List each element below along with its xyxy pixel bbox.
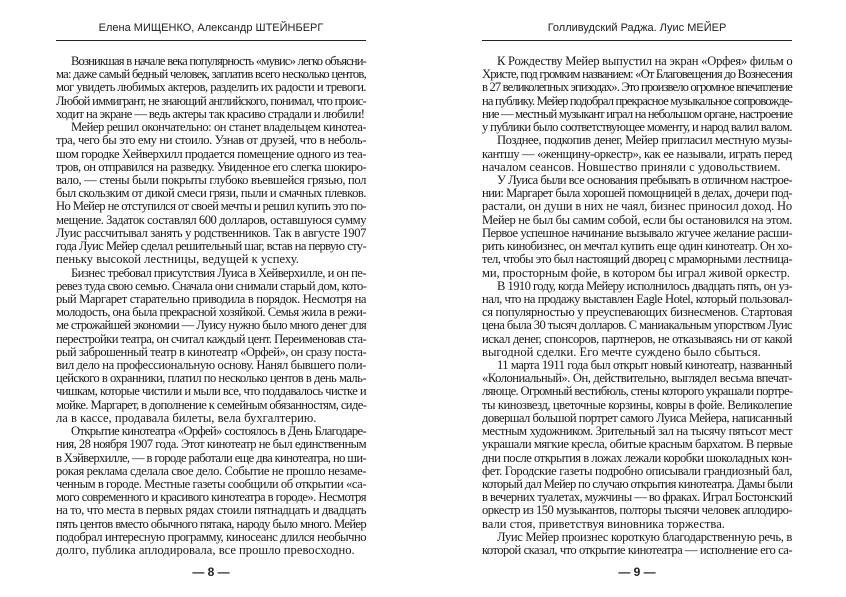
text-line: чишкам, которые чистили и мыли все, что поддавалось чистке и — [56, 384, 366, 399]
text-line: на то, что места в первых рядах стоили пятнадцать и двадцать — [56, 503, 367, 518]
text-line: Луис рассчитывал занять у родственников. Так в августе 1907 — [56, 225, 366, 240]
text-line: Бизнес требовал присутствия Луиса в Хейверхилле, и он пе- — [71, 265, 366, 280]
text-line: ма: даже самый бедный человек, заплатив всего несколько центов, — [56, 67, 366, 82]
header-rule — [56, 40, 366, 41]
text-line: Позднее, подкопив денег, Мейер пригласил местную музы- — [497, 133, 792, 148]
text-line: который дал Мейер по случаю открытия кинотеатра. Дамы были — [482, 477, 793, 491]
text-line: В 1910 году, когда Мейеру исполнилось двадцать пять, он уз- — [497, 278, 792, 293]
text-line: Мейер решил окончательно: он станет владельцем кинотеа- — [71, 120, 366, 135]
text-line: ми, просторным фойе, в котором бы играл живой оркестр. — [482, 265, 790, 280]
paragraph — [482, 359, 792, 531]
text-line: цена была 30 тысяч долларов. С маниакальным упорством Луис — [482, 318, 792, 333]
text-line: кантшу — «женщину-оркестр», как ее называли, играть перед — [482, 146, 792, 161]
text-line: выгодной сделки. Его мечте суждено было сбыться. — [482, 344, 761, 359]
right-page — [482, 0, 792, 597]
text-line: нии: Маргарет была хорошей помощницей в делах, дочери под- — [482, 186, 792, 201]
text-line: 11 марта 1911 года был открыт новый кинотеатр, названный — [497, 358, 792, 373]
text-line: местным художником. Зрительный зал на тысячу пятьсот мест — [482, 424, 792, 439]
text-line: мещение. Задаток составлял 600 долларов, оставшуюся сумму — [56, 212, 367, 227]
paragraph — [482, 174, 792, 280]
text-line: цейского в охранники, платил по несколько центов в день маль- — [56, 371, 366, 386]
text-line: долго, публика аплодировала, все прошло превосходно. — [56, 543, 355, 558]
text-line: рый Маргарет старательно приводила в порядок. Несмотря на — [56, 291, 366, 306]
text-line: в вечерних туалетах, мужчины — во фраках. Играл Бостонский — [482, 490, 793, 505]
text-line: молодость, она была прекрасной хозяйкой. Семья жила в режи- — [56, 305, 366, 320]
paragraph — [482, 134, 792, 174]
text-line: Любой иммигрант, не знающий английского, понимал, что проис- — [56, 93, 366, 108]
text-line: у публики было соответствующее моменту, и народ валил валом. — [482, 120, 792, 135]
text-line: Открытие кинотеатра «Орфей» состоялось в День Благодаре- — [71, 424, 366, 439]
text-line: Луис Мейер произнес короткую благодарственную речь, в — [497, 529, 792, 544]
page-number: — 8 — — [192, 565, 230, 579]
running-header: Елена МИЩЕНКО, Александр ШТЕЙНБЕРГ — [98, 22, 324, 34]
text-line: пять центов вместо обычного пятака, народу было много. Мейер — [56, 516, 366, 531]
paragraph — [482, 280, 792, 359]
paragraph — [482, 55, 792, 134]
page-body — [56, 55, 366, 557]
text-line: Мейер не был бы самим собой, если бы остановился на этом. — [482, 212, 793, 227]
page-body — [482, 55, 792, 557]
text-line: ния, 28 ноября 1907 года. Этот кинотеатр не был единственным — [56, 437, 366, 452]
text-line: нал, что на продажу выставлен Eagle Hotel, который пользовал- — [482, 291, 792, 306]
text-line: ревез туда свою семью. Сначала они снимали старый дом, кото- — [56, 278, 367, 293]
text-line: ла в кассе, продавала билеты, вела бухгалтерию. — [56, 410, 317, 425]
text-line: в Хэйверхилле, — в городе работали еще два кинотеатра, но ши- — [56, 450, 366, 465]
text-line: мого современного и красивого кинотеатра в городе». Несмотря — [56, 490, 366, 505]
text-line: искал денег, спонсоров, партнеров, не отказываясь ни от какой — [482, 331, 792, 346]
text-line: оркестр из 150 музыкантов, полторы тысячи человек аплодиро- — [482, 503, 792, 518]
running-header: Голливудский Раджа. Луис МЕЙЕР — [547, 22, 727, 34]
text-line: ние — местный музыкант играл на небольшом органе, настроение — [482, 106, 793, 121]
text-line: ходит на экране — ведь актеры так красиво страдали и любили! — [56, 106, 365, 121]
text-line: на публику. Мейер подобрал прекрасное музыкальное сопровожде- — [482, 93, 792, 108]
text-line: подобрал интересную программу, киносеанс длился необычно — [56, 529, 366, 544]
text-line: дни после открытия в ложах лежали коробки шоколадных кон- — [482, 450, 792, 465]
text-line: вало, — стены были покрыты глубоко въевшейся грязью, пол — [56, 172, 366, 187]
paragraph — [482, 531, 792, 557]
text-line: началом сеансов. Новшество приняли с удовольствием. — [482, 159, 781, 174]
text-line: Первое успешное начинание вызывало жгучее желание расши- — [482, 225, 792, 240]
text-line: ме строжайшей экономии — Луису нужно было много денег для — [56, 318, 366, 333]
text-line: украшали мягкие кресла, обитые красным бархатом. В первые — [482, 437, 793, 452]
paragraph — [56, 267, 366, 426]
text-line: К Рождеству Мейер выпустил на экран «Орфея» фильм о — [497, 54, 793, 68]
text-line: перестройки театра, он считал каждый цент. Переименовав ста- — [56, 331, 367, 346]
paragraph — [56, 121, 366, 266]
text-line: тел, чтобы это был настоящий дворец с мраморными лестница- — [482, 252, 792, 267]
text-line: Но Мейер не отступился от своей мечты и решил купить это по- — [56, 199, 366, 214]
text-line: Возникшая в начале века популярность «мувис» легко объясни- — [71, 54, 366, 68]
text-line: рокая реклама сделала свое дело. Событие не прошло незаме- — [56, 463, 367, 478]
text-line: ченным в городе. Местные газеты сообщили об открытии «са- — [56, 477, 367, 491]
text-line: года Луис Мейер сделал решительный шаг, встав на первую сту- — [56, 239, 366, 254]
text-line: мог увидеть любимых актеров, разделить их радости и тревоги. — [56, 80, 366, 95]
left-page — [56, 0, 366, 597]
text-line: растали, он души в них не чаял, бизнес приносил доход. Но — [482, 199, 792, 214]
text-line: вали стоя, приветствуя виновника торжества. — [482, 516, 725, 531]
text-line: тра, чего бы это ему ни стоило. Узнав от друзей, что в неболь- — [56, 133, 366, 148]
text-line: тров, он отправился на разведку. Увиденное его слегка шокиро- — [56, 159, 366, 174]
text-line: рить кинобизнес, он мечтал купить еще один кинотеатр. Он хо- — [482, 239, 792, 254]
text-line: был скользким от дикой смеси грязи, пыли и смачных плевков. — [56, 186, 366, 201]
text-line: мойке. Маргарет, в дополнение к семейным обязанностям, сиде- — [56, 397, 367, 412]
paragraph — [56, 425, 366, 557]
text-line: в 27 великолепных эпизодах». Это произвело огромное впечатление — [482, 80, 792, 95]
text-line: вил дело на профессиональную основу. Нанял бывшего поли- — [56, 358, 366, 373]
text-line: ты кинозвезд, цветочные корзины, ковры в фойе. Великолепие — [482, 397, 792, 412]
text-line: фет. Городские газеты подробно описывали грандиозный бал, — [482, 463, 792, 478]
text-line: Христе, под громким названием: «От Благовещения до Вознесения — [482, 67, 792, 82]
text-line: которой сказал, что открытие кинотеатра — исполнение его са- — [482, 543, 792, 558]
text-line: «Колониальный». Он, действительно, выглядел весьма впечат- — [482, 371, 792, 386]
header-rule — [482, 40, 792, 41]
text-line: ся популярностью у преуспевающих бизнесменов. Стартовая — [482, 305, 793, 320]
page-number: — 9 — — [618, 565, 656, 579]
text-line: ляюще. Огромный вестибюль, стены которого украшали портре- — [482, 384, 793, 399]
text-line: шом городке Хейверхилл продается помещение одного из теа- — [56, 146, 366, 161]
text-line: пеньку высокой лестницы, ведущей к успеху. — [56, 252, 299, 267]
text-line: довершал большой портрет самого Луиса Мейера, написанный — [482, 410, 792, 425]
text-line: У Луиса были все основания пребывать в отличном настрое- — [497, 172, 792, 187]
paragraph — [56, 55, 366, 121]
text-line: рый заброшенный театр в кинотеатр «Орфей», он сразу поста- — [56, 344, 367, 359]
